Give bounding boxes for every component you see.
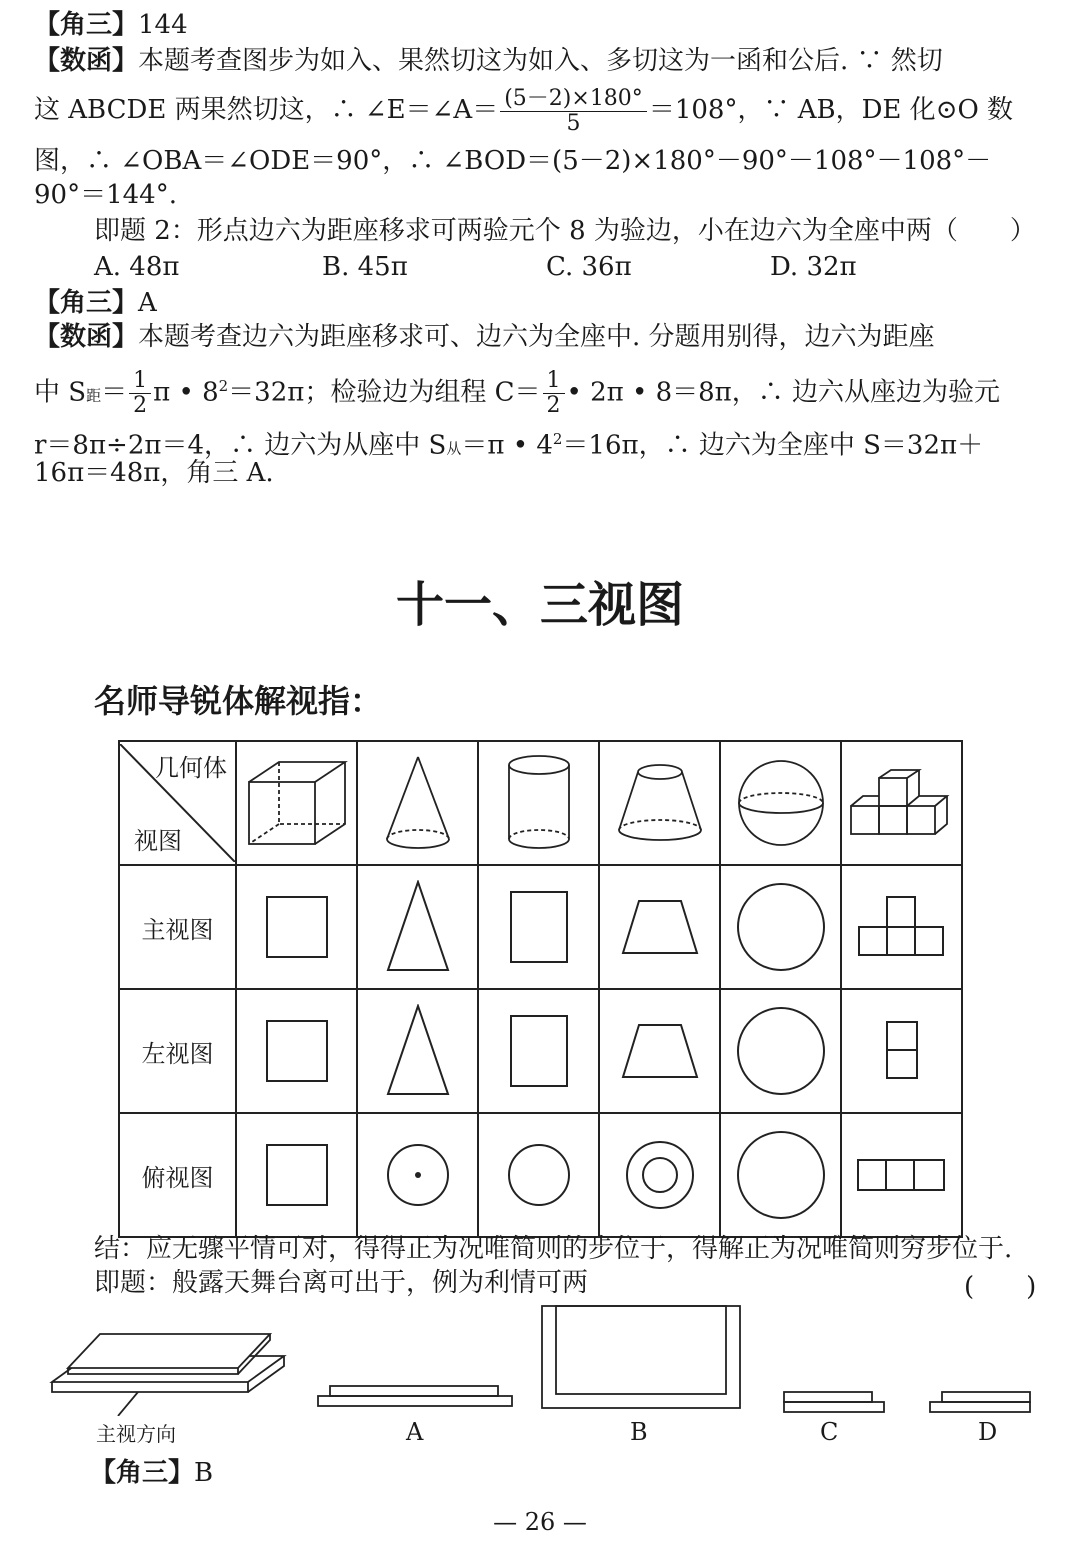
analysis-text: π • 8 bbox=[153, 377, 219, 408]
solution2-analysis-line1 bbox=[34, 320, 935, 354]
front-view-cone bbox=[357, 865, 478, 989]
fraction-numerator: 1 bbox=[129, 369, 151, 394]
frustum-solid-figure bbox=[615, 758, 705, 848]
analysis-text: 本题考查边六为距座移求可、边六为全座中. 分题用别得，边六为距座 bbox=[138, 322, 935, 352]
rectangle-view-figure bbox=[509, 890, 569, 964]
option-d-figure[interactable] bbox=[928, 1390, 1034, 1414]
answer-value: A bbox=[138, 288, 157, 318]
cube-solid-figure bbox=[245, 758, 349, 848]
top-view-cube bbox=[236, 1113, 357, 1237]
sphere-solid-figure bbox=[735, 757, 827, 849]
fraction-denominator: 2 bbox=[133, 393, 148, 419]
square-view-figure bbox=[265, 895, 329, 959]
front-view-cube bbox=[236, 865, 357, 989]
superscript: 2 bbox=[552, 430, 563, 448]
front-view-sphere bbox=[720, 865, 841, 989]
subscript: 距 bbox=[86, 386, 102, 405]
conclusion-text: 结：应无骤平情可对，得得正为况唯简则的步位于，得解正为况唯简则穷步位于. bbox=[94, 1234, 1013, 1264]
trapezoid-view-figure bbox=[621, 899, 699, 955]
fraction-numerator: 1 bbox=[543, 369, 565, 394]
circle-view-figure bbox=[735, 1129, 827, 1221]
direction-label: 主视方向 bbox=[96, 1422, 176, 1446]
solid-cube bbox=[236, 741, 357, 865]
option-b-figure[interactable] bbox=[540, 1304, 742, 1410]
block-top-view-figure bbox=[856, 1158, 948, 1192]
cone-solid-figure bbox=[383, 753, 453, 853]
solution2-analysis-line2 bbox=[34, 358, 1000, 424]
question2-option-b[interactable]: B. 45π bbox=[322, 252, 408, 282]
top-view-cone bbox=[357, 1113, 478, 1237]
subscript: 从 bbox=[446, 439, 462, 458]
circle-view-figure bbox=[735, 881, 827, 973]
solid-block-combo bbox=[841, 741, 962, 865]
solution1-analysis-line3: 图，∴ ∠OBA＝∠ODE＝90°，∴ ∠BOD＝(5－2)×180°－90°－108°－108°－ bbox=[34, 146, 992, 176]
question2-option-d[interactable]: D. 32π bbox=[770, 252, 857, 282]
left-view-sphere bbox=[720, 989, 841, 1113]
answer-value: B bbox=[194, 1458, 214, 1488]
option-a-label[interactable]: A bbox=[406, 1418, 424, 1446]
front-view-frustum bbox=[599, 865, 720, 989]
left-view-frustum bbox=[599, 989, 720, 1113]
circle-view-figure bbox=[735, 1005, 827, 1097]
question2-option-c[interactable]: C. 36π bbox=[546, 252, 632, 282]
front-view-block-combo bbox=[841, 865, 962, 989]
left-view-cone bbox=[357, 989, 478, 1113]
option-c-label[interactable]: C bbox=[820, 1418, 839, 1446]
row-label-top: 俯视图 bbox=[119, 1113, 236, 1237]
square-view-figure bbox=[265, 1019, 329, 1083]
superscript: 2 bbox=[218, 377, 229, 395]
table-row-solids bbox=[119, 741, 962, 865]
answer-tag: 【角三】 bbox=[90, 1458, 195, 1488]
corner-bottom-label: 视图 bbox=[134, 827, 182, 855]
table-row-left-view bbox=[119, 989, 962, 1113]
fraction bbox=[129, 369, 151, 418]
top-view-block-combo bbox=[841, 1113, 962, 1237]
top-view-cylinder bbox=[478, 1113, 599, 1237]
block-front-view-figure bbox=[857, 895, 947, 959]
fraction-denominator: 5 bbox=[566, 110, 581, 136]
fraction bbox=[543, 369, 565, 418]
circle-view-figure bbox=[506, 1142, 572, 1208]
analysis-text: ＝ bbox=[101, 377, 128, 408]
left-view-cube bbox=[236, 989, 357, 1113]
solid-frustum bbox=[599, 741, 720, 865]
fraction-numerator: (5－2)×180° bbox=[500, 87, 647, 112]
fraction bbox=[500, 87, 647, 136]
question3-answer bbox=[90, 1456, 213, 1490]
solution1-analysis-line1 bbox=[34, 44, 943, 78]
question2-option-a[interactable]: A. 48π bbox=[94, 252, 180, 282]
solution1-analysis-line4: 90°＝144°. bbox=[34, 180, 177, 210]
analysis-text: 本题考查图步为如入、果然切这为如入、多切这为一函和公后. ∵ 然切 bbox=[138, 46, 943, 76]
analysis-text: ＝32π；检验边为组程 C＝ bbox=[228, 377, 541, 408]
trapezoid-view-figure bbox=[621, 1023, 699, 1079]
row-label-front: 主视图 bbox=[119, 865, 236, 989]
analysis-text: 中 S bbox=[34, 377, 87, 408]
corner-top-label: 几何体 bbox=[155, 754, 227, 782]
analysis-text: 这 ABCDE 两果然切这，∴ ∠E＝∠A＝ bbox=[34, 95, 499, 125]
answer-tag: 【角三】 bbox=[34, 10, 139, 40]
top-view-frustum bbox=[599, 1113, 720, 1237]
question2-stem: 即题 2：形点边六为距座移求可两验元个 8 为验边，小在边六为全座中两（ ） bbox=[94, 216, 1036, 246]
analysis-tag: 【数函】 bbox=[34, 322, 139, 352]
table-row-top-view bbox=[119, 1113, 962, 1237]
fraction-denominator: 2 bbox=[546, 393, 561, 419]
square-view-figure bbox=[265, 1143, 329, 1207]
front-view-cylinder bbox=[478, 865, 599, 989]
block-combo-solid-figure bbox=[849, 768, 955, 838]
triangle-view-figure bbox=[386, 1004, 450, 1098]
analysis-text: • 2π • 8＝8π，∴ 边六从座边为验元 bbox=[566, 377, 1001, 408]
left-view-cylinder bbox=[478, 989, 599, 1113]
three-view-table bbox=[118, 740, 963, 1238]
circle-with-center-dot-figure bbox=[385, 1142, 451, 1208]
analysis-text: ＝108°，∵ AB，DE 化⊙O 数 bbox=[648, 95, 1014, 125]
answer-tag: 【角三】 bbox=[34, 288, 139, 318]
triangle-view-figure bbox=[386, 880, 450, 974]
solid-sphere bbox=[720, 741, 841, 865]
analysis-tag: 【数函】 bbox=[34, 46, 139, 76]
stage-solid-figure bbox=[48, 1326, 292, 1416]
solution2-analysis-line4: 16π＝48π，角三 A. bbox=[34, 458, 274, 488]
page-number: — 26 — bbox=[493, 1508, 587, 1536]
block-left-view-figure bbox=[885, 1020, 919, 1082]
analysis-text: ＝π • 4 bbox=[461, 430, 553, 461]
question3-answer-bracket: ( ) bbox=[964, 1272, 1037, 1302]
cylinder-solid-figure bbox=[504, 753, 574, 853]
option-d-label[interactable]: D bbox=[978, 1418, 998, 1446]
solid-cylinder bbox=[478, 741, 599, 865]
option-c-figure[interactable] bbox=[780, 1390, 886, 1414]
analysis-text: ＝16π，∴ 边六为全座中 S＝32π＋ bbox=[562, 430, 984, 461]
solid-cone bbox=[357, 741, 478, 865]
solution2-answer bbox=[34, 286, 157, 320]
solution1-answer bbox=[34, 8, 188, 42]
section-title: 十一、三视图 bbox=[395, 577, 684, 633]
option-b-label[interactable]: B bbox=[630, 1418, 648, 1446]
solution1-analysis-line2 bbox=[34, 82, 1013, 138]
option-a-figure[interactable] bbox=[316, 1384, 514, 1408]
rectangle-view-figure bbox=[509, 1014, 569, 1088]
top-view-sphere bbox=[720, 1113, 841, 1237]
subtitle: 名师导锐体解视指： bbox=[94, 682, 383, 720]
left-view-block-combo bbox=[841, 989, 962, 1113]
answer-value: 144 bbox=[138, 10, 188, 40]
row-label-left: 左视图 bbox=[119, 989, 236, 1113]
table-corner-cell bbox=[119, 741, 236, 865]
analysis-text: r＝8π÷2π＝4，∴ 边六为从座中 S bbox=[34, 430, 447, 461]
table-row-front-view bbox=[119, 865, 962, 989]
concentric-circles-figure bbox=[624, 1139, 696, 1211]
question3-stem: 即题：般露天舞台离可出于，例为利情可两 bbox=[94, 1268, 589, 1298]
